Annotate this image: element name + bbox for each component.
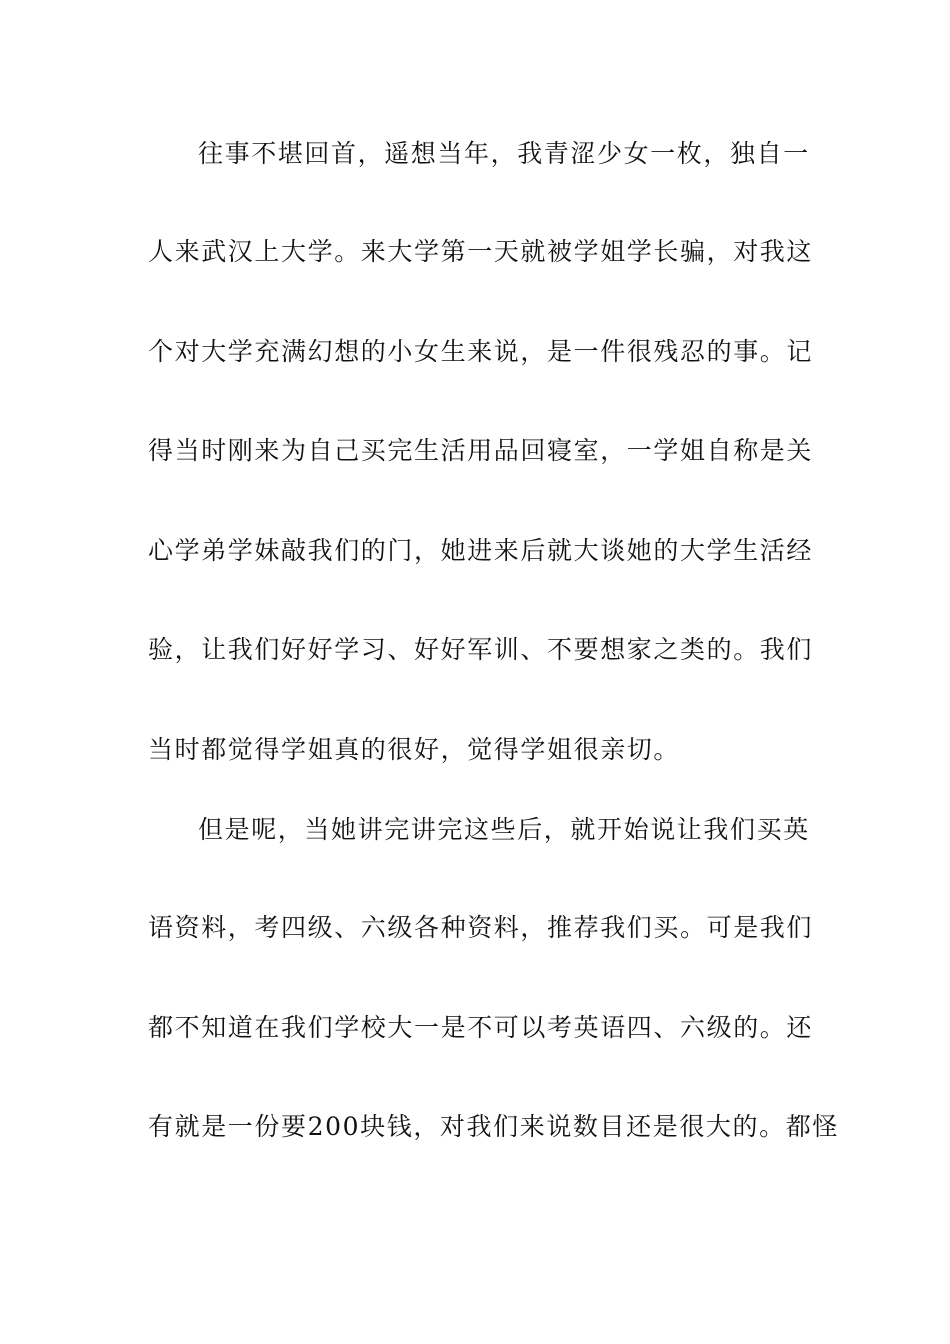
paragraph-1-line-3: 个对大学充满幻想的小女生来说，是一件很残忍的事。记 (148, 337, 814, 366)
paragraph-1-line-2: 人来武汉上大学。来大学第一天就被学姐学长骗，对我这 (148, 237, 814, 266)
paragraph-1-line-7: 当时都觉得学姐真的很好，觉得学姐很亲切。 (148, 735, 681, 764)
paragraph-1-line-5: 心学弟学妹敲我们的门，她进来后就大谈她的大学生活经 (148, 536, 814, 565)
paragraph-2-line-3: 都不知道在我们学校大一是不可以考英语四、六级的。还 (148, 1013, 814, 1042)
paragraph-1-line-1: 往事不堪回首，遥想当年，我青涩少女一枚，独自一 (198, 139, 810, 168)
paragraph-1-line-6: 验，让我们好好学习、好好军训、不要想家之类的。我们 (148, 635, 814, 664)
paragraph-2-line-2: 语资料，考四级、六级各种资料，推荐我们买。可是我们 (148, 913, 814, 942)
paragraph-2-line-1: 但是呢，当她讲完讲完这些后，就开始说让我们买英 (198, 815, 810, 844)
paragraph-2-line-4: 有就是一份要200块钱，对我们来说数目还是很大的。都怪 (148, 1112, 839, 1141)
paragraph-1-line-4: 得当时刚来为自己买完生活用品回寝室，一学姐自称是关 (148, 436, 814, 465)
